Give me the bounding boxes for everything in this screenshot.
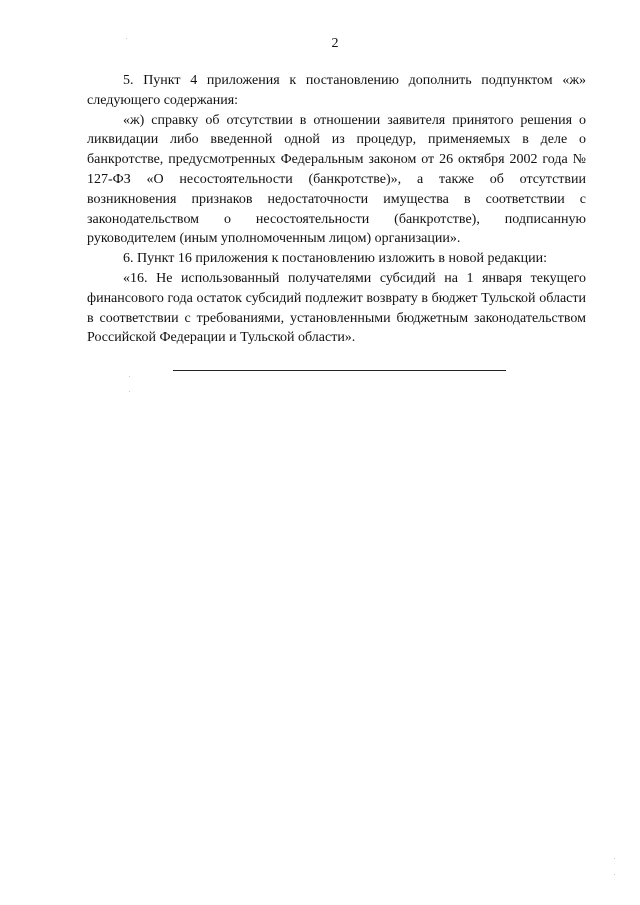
scan-speck	[129, 376, 130, 377]
paragraph-item-5: 5. Пункт 4 приложения к постановлению дополнить подпунктом «ж» следующего содержания:	[87, 73, 586, 108]
end-divider-line	[173, 370, 506, 371]
scan-speck	[614, 858, 615, 859]
scan-speck	[129, 391, 130, 392]
paragraph-item-16: «16. Не использованный получателями субсидий на 1 января текущего финансового года остаток субсидий подлежит возврату в бюджет Тульской области в соответствии с требованиями, установленными бюджетным законодательством Российской Федерации и Тульской области».	[87, 270, 586, 346]
scan-speck	[126, 38, 127, 39]
document-body	[87, 71, 586, 348]
scan-speck	[614, 874, 615, 875]
paragraph-item-6: 6. Пункт 16 приложения к постановлению изложить в новой редакции:	[123, 251, 547, 267]
paragraph-subitem-zh: «ж) справку об отсутствии в отношении заявителя принятого решения о ликвидации либо введенной одной из процедур, применяемых в деле о банкротстве, предусмотренных Федеральным законом от 26 октября 2002 года № 127-ФЗ «О несостоятельности (банкротстве)», а также об отсутствии возникновения признаков недостаточности имущества в соответствии с законодательством о несостоятельности (банкротстве), подписанную руководителем (иным уполномоченным лицом) организации».	[87, 112, 586, 247]
page-number: 2	[331, 36, 339, 51]
